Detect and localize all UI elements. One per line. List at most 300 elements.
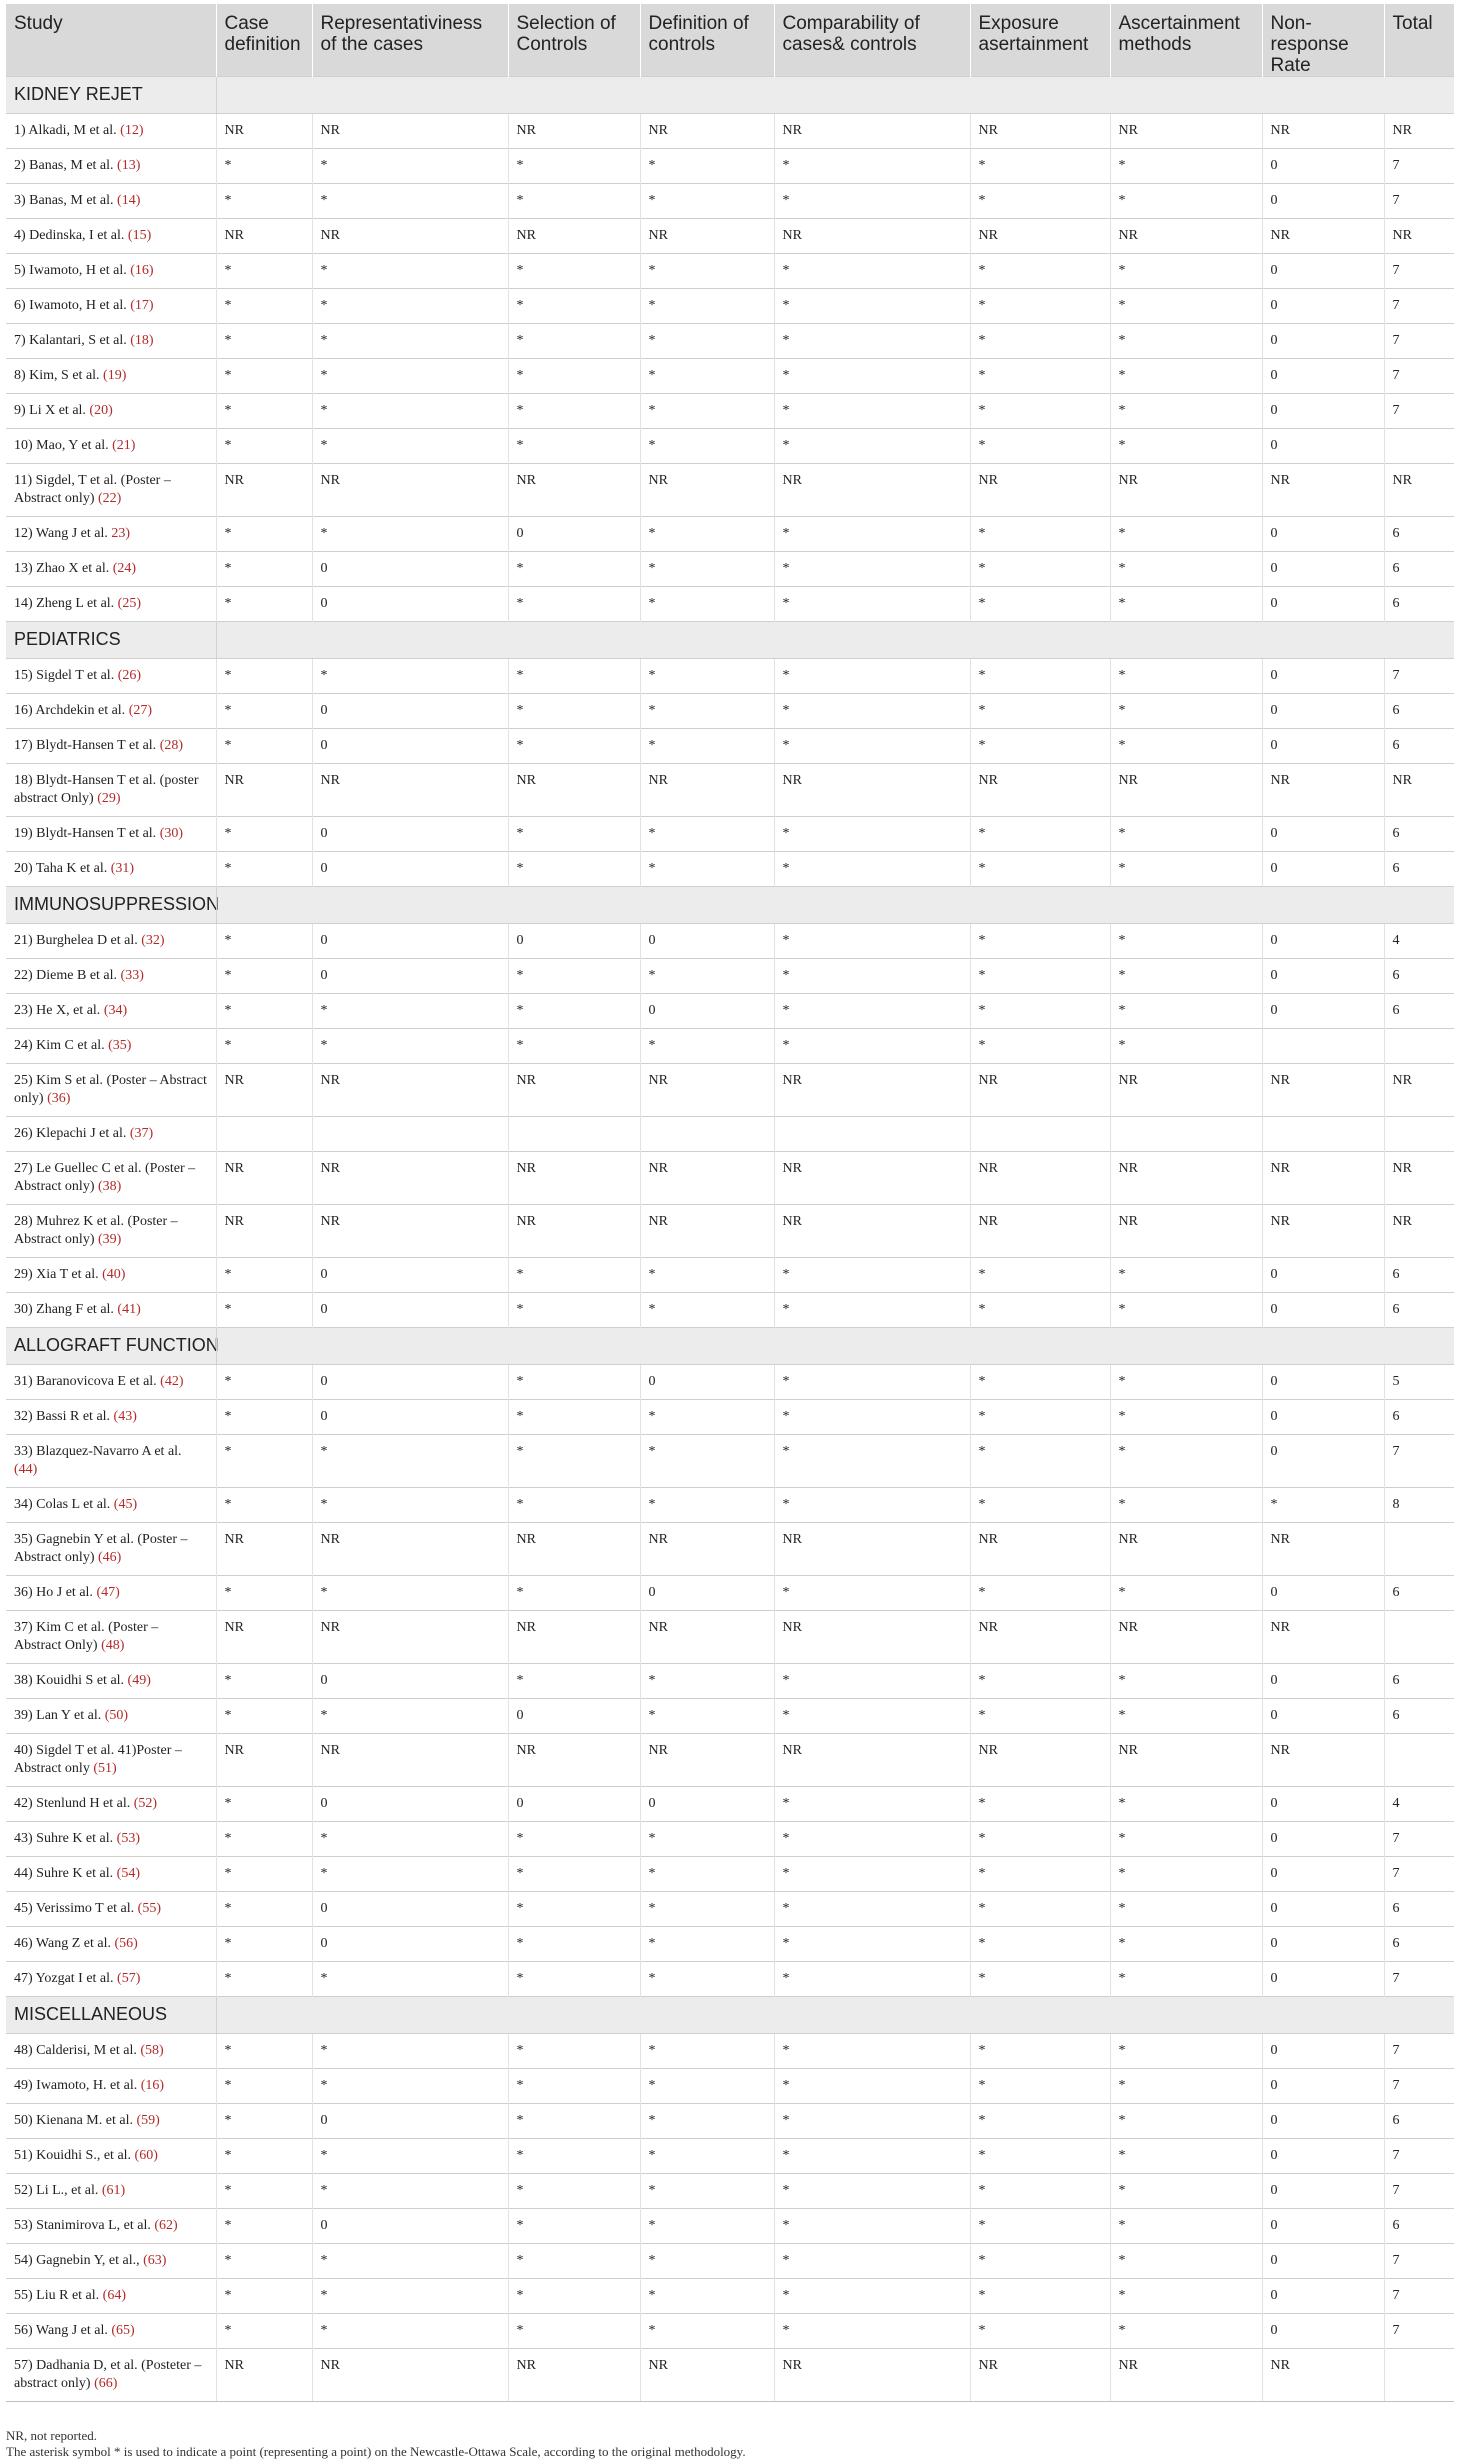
- total-cell: 6: [1384, 1258, 1454, 1293]
- non-response-rate-cell: 0: [1262, 1576, 1384, 1611]
- definition-of-controls-cell: 0: [640, 1787, 774, 1822]
- selection-of-controls-cell: *: [508, 1029, 640, 1064]
- ascertainment-methods-cell: *: [1110, 1857, 1262, 1892]
- table-row: [6, 994, 1454, 1029]
- definition-of-controls-cell: *: [640, 324, 774, 359]
- reference-link[interactable]: (16): [140, 2078, 165, 2093]
- ascertainment-methods-cell: *: [1110, 1576, 1262, 1611]
- section-divider: [216, 887, 217, 923]
- total-cell: [1384, 429, 1454, 464]
- ascertainment-methods-cell: *: [1110, 1258, 1262, 1293]
- reference-link[interactable]: (65): [111, 2323, 135, 2338]
- representativeness-cell: *: [312, 1488, 508, 1523]
- ascertainment-methods-cell: *: [1110, 924, 1262, 959]
- study-name: 33) Blazquez-Navarro A et al.: [14, 1444, 182, 1459]
- representativeness-cell: 0: [312, 1293, 508, 1328]
- table-row: [6, 394, 1454, 429]
- comparability-cell: *: [774, 149, 970, 184]
- table-footnotes: [6, 2428, 746, 2460]
- total-cell: NR: [1384, 1064, 1454, 1117]
- section-header-row: [6, 77, 1454, 114]
- study-name: 5) Iwamoto, H et al.: [14, 263, 131, 278]
- non-response-rate-cell: NR: [1262, 219, 1384, 254]
- case-definition-cell: *: [216, 1822, 312, 1857]
- representativeness-cell: *: [312, 2139, 508, 2174]
- table-row: [6, 517, 1454, 552]
- section-header-row: [6, 887, 1454, 924]
- total-cell: 6: [1384, 959, 1454, 994]
- exposure-ascertainment-cell: *: [970, 1787, 1110, 1822]
- study-name: 3) Banas, M et al.: [14, 193, 118, 208]
- comparability-cell: NR: [774, 464, 970, 517]
- representativeness-cell: *: [312, 184, 508, 219]
- study-name: 46) Wang Z et al.: [14, 1936, 115, 1951]
- ascertainment-methods-cell: *: [1110, 2139, 1262, 2174]
- reference-link[interactable]: (35): [108, 1038, 132, 1053]
- definition-of-controls-cell: *: [640, 587, 774, 622]
- reference-link[interactable]: (38): [97, 1179, 122, 1194]
- case-definition-cell: *: [216, 149, 312, 184]
- total-cell: 7: [1384, 2139, 1454, 2174]
- selection-of-controls-cell: *: [508, 2209, 640, 2244]
- reference-link[interactable]: (34): [103, 1003, 128, 1018]
- reference-link[interactable]: (25): [117, 596, 141, 611]
- definition-of-controls-cell: *: [640, 1029, 774, 1064]
- case-definition-cell: *: [216, 2174, 312, 2209]
- exposure-ascertainment-cell: *: [970, 1576, 1110, 1611]
- comparability-cell: *: [774, 924, 970, 959]
- selection-of-controls-cell: *: [508, 184, 640, 219]
- selection-of-controls-cell: *: [508, 2174, 640, 2209]
- study-name: 12) Wang J et al.: [14, 526, 112, 541]
- ascertainment-methods-cell: *: [1110, 852, 1262, 887]
- exposure-ascertainment-cell: *: [970, 852, 1110, 887]
- definition-of-controls-cell: *: [640, 694, 774, 729]
- study-cell: [6, 694, 216, 729]
- definition-of-controls-cell: *: [640, 2174, 774, 2209]
- table-row: [6, 659, 1454, 694]
- study-name: 48) Calderisi, M et al.: [14, 2043, 141, 2058]
- reference-link[interactable]: (58): [140, 2043, 164, 2058]
- total-cell: 7: [1384, 359, 1454, 394]
- study-name: 24) Kim C et al.: [14, 1038, 109, 1053]
- reference-link[interactable]: (12): [120, 123, 144, 138]
- selection-of-controls-cell: *: [508, 2314, 640, 2349]
- representativeness-cell: 0: [312, 587, 508, 622]
- non-response-rate-cell: 0: [1262, 994, 1384, 1029]
- total-cell: 4: [1384, 1787, 1454, 1822]
- definition-of-controls-cell: NR: [640, 219, 774, 254]
- case-definition-cell: *: [216, 1962, 312, 1997]
- study-name: 35) Gagnebin Y et al. (Poster – Abstract only): [14, 1532, 188, 1565]
- total-cell: NR: [1384, 464, 1454, 517]
- reference-link[interactable]: (20): [89, 403, 113, 418]
- study-name: 53) Stanimirova L, et al.: [14, 2218, 155, 2233]
- case-definition-cell: [216, 1117, 312, 1152]
- exposure-ascertainment-cell: *: [970, 659, 1110, 694]
- study-name: 19) Blydt-Hansen T et al.: [14, 826, 160, 841]
- non-response-rate-cell: 0: [1262, 959, 1384, 994]
- exposure-ascertainment-cell: NR: [970, 1734, 1110, 1787]
- reference-link[interactable]: (22): [97, 491, 122, 506]
- exposure-ascertainment-cell: *: [970, 2174, 1110, 2209]
- comparability-cell: *: [774, 1822, 970, 1857]
- representativeness-cell: 0: [312, 694, 508, 729]
- case-definition-cell: *: [216, 2104, 312, 2139]
- comparability-cell: *: [774, 1857, 970, 1892]
- exposure-ascertainment-cell: NR: [970, 1152, 1110, 1205]
- reference-link[interactable]: (27): [128, 703, 153, 718]
- exposure-ascertainment-cell: *: [970, 1892, 1110, 1927]
- ascertainment-methods-cell: *: [1110, 994, 1262, 1029]
- table-row: [6, 219, 1454, 254]
- study-cell: [6, 2314, 216, 2349]
- case-definition-cell: NR: [216, 1064, 312, 1117]
- study-name: 37) Kim C et al. (Poster – Abstract Only): [14, 1620, 159, 1653]
- case-definition-cell: *: [216, 959, 312, 994]
- non-response-rate-cell: 0: [1262, 517, 1384, 552]
- reference-link[interactable]: (59): [136, 2113, 160, 2128]
- definition-of-controls-cell: *: [640, 552, 774, 587]
- non-response-rate-cell: 0: [1262, 852, 1384, 887]
- definition-of-controls-cell: *: [640, 429, 774, 464]
- total-cell: 7: [1384, 2279, 1454, 2314]
- case-definition-cell: *: [216, 852, 312, 887]
- ascertainment-methods-cell: *: [1110, 1927, 1262, 1962]
- table-row: [6, 1523, 1454, 1576]
- selection-of-controls-cell: *: [508, 429, 640, 464]
- case-definition-cell: *: [216, 694, 312, 729]
- ascertainment-methods-cell: *: [1110, 1029, 1262, 1064]
- total-cell: 7: [1384, 1435, 1454, 1488]
- total-cell: 6: [1384, 817, 1454, 852]
- selection-of-controls-cell: NR: [508, 1523, 640, 1576]
- study-cell: [6, 2174, 216, 2209]
- non-response-rate-cell: 0: [1262, 924, 1384, 959]
- comparability-cell: *: [774, 517, 970, 552]
- definition-of-controls-cell: NR: [640, 1064, 774, 1117]
- ascertainment-methods-cell: *: [1110, 2104, 1262, 2139]
- case-definition-cell: *: [216, 1927, 312, 1962]
- case-definition-cell: *: [216, 1435, 312, 1488]
- representativeness-cell: *: [312, 1576, 508, 1611]
- reference-link[interactable]: (61): [101, 2183, 126, 2198]
- reference-link[interactable]: (53): [116, 1831, 140, 1846]
- total-cell: NR: [1384, 1152, 1454, 1205]
- definition-of-controls-cell: *: [640, 729, 774, 764]
- reference-link[interactable]: (55): [137, 1901, 161, 1916]
- total-cell: [1384, 1523, 1454, 1576]
- table-row: [6, 2104, 1454, 2139]
- section-header-row: [6, 1328, 1454, 1365]
- table-row: [6, 1152, 1454, 1205]
- reference-link[interactable]: (51): [93, 1761, 117, 1776]
- comparability-cell: *: [774, 852, 970, 887]
- case-definition-cell: NR: [216, 219, 312, 254]
- reference-link[interactable]: (50): [104, 1708, 129, 1723]
- representativeness-cell: *: [312, 2174, 508, 2209]
- reference-link[interactable]: (15): [127, 228, 152, 243]
- header-case-definition: Case definition: [216, 4, 312, 77]
- non-response-rate-cell: 0: [1262, 2139, 1384, 2174]
- comparability-cell: *: [774, 2034, 970, 2069]
- reference-link[interactable]: (49): [127, 1673, 151, 1688]
- non-response-rate-cell: 0: [1262, 2314, 1384, 2349]
- representativeness-cell: [312, 1117, 508, 1152]
- reference-link[interactable]: (16): [130, 263, 154, 278]
- comparability-cell: *: [774, 324, 970, 359]
- non-response-rate-cell: 0: [1262, 1435, 1384, 1488]
- reference-link[interactable]: (28): [159, 738, 184, 753]
- case-definition-cell: *: [216, 324, 312, 359]
- total-cell: [1384, 1117, 1454, 1152]
- reference-link[interactable]: (26): [117, 668, 142, 683]
- representativeness-cell: 0: [312, 729, 508, 764]
- exposure-ascertainment-cell: *: [970, 1258, 1110, 1293]
- comparability-cell: *: [774, 1699, 970, 1734]
- selection-of-controls-cell: *: [508, 1365, 640, 1400]
- ascertainment-methods-cell: *: [1110, 149, 1262, 184]
- ascertainment-methods-cell: *: [1110, 1787, 1262, 1822]
- definition-of-controls-cell: 0: [640, 924, 774, 959]
- table-row: [6, 729, 1454, 764]
- reference-link[interactable]: (64): [102, 2288, 126, 2303]
- selection-of-controls-cell: NR: [508, 464, 640, 517]
- definition-of-controls-cell: *: [640, 359, 774, 394]
- ascertainment-methods-cell: *: [1110, 729, 1262, 764]
- study-name: 25) Kim S et al. (Poster – Abstract only): [14, 1073, 207, 1106]
- reference-link[interactable]: (30): [159, 826, 184, 841]
- study-cell: [6, 2069, 216, 2104]
- table-row: [6, 429, 1454, 464]
- selection-of-controls-cell: *: [508, 1576, 640, 1611]
- reference-link[interactable]: (47): [96, 1585, 120, 1600]
- total-cell: 7: [1384, 324, 1454, 359]
- definition-of-controls-cell: *: [640, 1258, 774, 1293]
- exposure-ascertainment-cell: *: [970, 1400, 1110, 1435]
- section-title-text: KIDNEY REJET: [14, 84, 143, 104]
- selection-of-controls-cell: 0: [508, 1699, 640, 1734]
- reference-link[interactable]: (14): [117, 193, 141, 208]
- comparability-cell: *: [774, 1576, 970, 1611]
- total-cell: 6: [1384, 852, 1454, 887]
- comparability-cell: *: [774, 552, 970, 587]
- study-name: 38) Kouidhi S et al.: [14, 1673, 128, 1688]
- case-definition-cell: *: [216, 254, 312, 289]
- reference-link[interactable]: (43): [113, 1409, 137, 1424]
- non-response-rate-cell: 0: [1262, 1892, 1384, 1927]
- reference-link[interactable]: (37): [129, 1126, 154, 1141]
- reference-link[interactable]: (24): [112, 561, 137, 576]
- ascertainment-methods-cell: *: [1110, 2314, 1262, 2349]
- study-cell: [6, 2139, 216, 2174]
- study-cell: [6, 1205, 216, 1258]
- reference-link[interactable]: (45): [113, 1497, 138, 1512]
- study-name: 28) Muhrez K et al. (Poster – Abstract only): [14, 1214, 178, 1247]
- study-cell: [6, 1962, 216, 1997]
- reference-link[interactable]: (33): [120, 968, 144, 983]
- exposure-ascertainment-cell: *: [970, 1962, 1110, 1997]
- representativeness-cell: *: [312, 1699, 508, 1734]
- table-row: [6, 1435, 1454, 1488]
- reference-link[interactable]: (60): [134, 2148, 158, 2163]
- non-response-rate-cell: 0: [1262, 2244, 1384, 2279]
- study-name: 55) Liu R et al.: [14, 2288, 103, 2303]
- ascertainment-methods-cell: NR: [1110, 114, 1262, 149]
- footnote-asterisk: The asterisk symbol * is used to indicate a point (representing a point) on the Newcastle-Ottawa Scale, according to the original methodology.: [6, 2444, 746, 2459]
- reference-link[interactable]: (52): [133, 1796, 158, 1811]
- selection-of-controls-cell: 0: [508, 924, 640, 959]
- reference-link[interactable]: (31): [110, 861, 135, 876]
- reference-link[interactable]: (42): [160, 1374, 184, 1389]
- study-name: 56) Wang J et al.: [14, 2323, 112, 2338]
- exposure-ascertainment-cell: *: [970, 587, 1110, 622]
- case-definition-cell: *: [216, 1892, 312, 1927]
- ascertainment-methods-cell: *: [1110, 1822, 1262, 1857]
- ascertainment-methods-cell: *: [1110, 2244, 1262, 2279]
- reference-link[interactable]: (41): [117, 1302, 141, 1317]
- table-row: [6, 552, 1454, 587]
- reference-link[interactable]: (63): [143, 2253, 167, 2268]
- reference-link[interactable]: (40): [102, 1267, 126, 1282]
- case-definition-cell: *: [216, 1365, 312, 1400]
- reference-link[interactable]: (18): [130, 333, 154, 348]
- study-cell: [6, 1611, 216, 1664]
- representativeness-cell: 0: [312, 924, 508, 959]
- ascertainment-methods-cell: NR: [1110, 1205, 1262, 1258]
- total-cell: 6: [1384, 694, 1454, 729]
- ascertainment-methods-cell: *: [1110, 659, 1262, 694]
- ascertainment-methods-cell: *: [1110, 1962, 1262, 1997]
- reference-link[interactable]: (56): [114, 1936, 138, 1951]
- comparability-cell: NR: [774, 1152, 970, 1205]
- table-row: [6, 2349, 1454, 2402]
- selection-of-controls-cell: *: [508, 1400, 640, 1435]
- reference-link[interactable]: (36): [47, 1091, 71, 1106]
- representativeness-cell: *: [312, 254, 508, 289]
- non-response-rate-cell: NR: [1262, 764, 1384, 817]
- reference-link[interactable]: (29): [97, 791, 121, 806]
- reference-link[interactable]: (21): [112, 438, 136, 453]
- definition-of-controls-cell: *: [640, 1488, 774, 1523]
- selection-of-controls-cell: NR: [508, 114, 640, 149]
- study-cell: [6, 1822, 216, 1857]
- selection-of-controls-cell: *: [508, 324, 640, 359]
- comparability-cell: *: [774, 817, 970, 852]
- representativeness-cell: 0: [312, 2209, 508, 2244]
- reference-link[interactable]: (62): [154, 2218, 178, 2233]
- study-cell: [6, 1435, 216, 1488]
- representativeness-cell: *: [312, 2244, 508, 2279]
- comparability-cell: *: [774, 254, 970, 289]
- reference-link[interactable]: (57): [117, 1971, 141, 1986]
- representativeness-cell: 0: [312, 959, 508, 994]
- reference-link[interactable]: (39): [97, 1232, 122, 1247]
- total-cell: 6: [1384, 552, 1454, 587]
- definition-of-controls-cell: *: [640, 184, 774, 219]
- case-definition-cell: *: [216, 2279, 312, 2314]
- reference-link[interactable]: (66): [94, 2376, 118, 2391]
- non-response-rate-cell: 0: [1262, 1400, 1384, 1435]
- table-row: [6, 1029, 1454, 1064]
- reference-link[interactable]: (46): [97, 1550, 122, 1565]
- total-cell: 6: [1384, 1892, 1454, 1927]
- selection-of-controls-cell: *: [508, 2139, 640, 2174]
- definition-of-controls-cell: *: [640, 1962, 774, 1997]
- selection-of-controls-cell: *: [508, 817, 640, 852]
- table-row: [6, 464, 1454, 517]
- total-cell: 6: [1384, 2209, 1454, 2244]
- reference-link[interactable]: (44): [14, 1462, 38, 1477]
- ascertainment-methods-cell: *: [1110, 429, 1262, 464]
- ascertainment-methods-cell: *: [1110, 587, 1262, 622]
- representativeness-cell: 0: [312, 1927, 508, 1962]
- case-definition-cell: *: [216, 1488, 312, 1523]
- non-response-rate-cell: 0: [1262, 817, 1384, 852]
- study-cell: [6, 924, 216, 959]
- ascertainment-methods-cell: *: [1110, 1488, 1262, 1523]
- reference-link[interactable]: (32): [141, 933, 165, 948]
- header-ascertainment-methods: Ascertainment methods: [1110, 4, 1262, 77]
- comparability-cell: *: [774, 1488, 970, 1523]
- exposure-ascertainment-cell: *: [970, 1927, 1110, 1962]
- representativeness-cell: *: [312, 994, 508, 1029]
- non-response-rate-cell: 0: [1262, 1857, 1384, 1892]
- reference-link[interactable]: (19): [103, 368, 127, 383]
- comparability-cell: *: [774, 587, 970, 622]
- exposure-ascertainment-cell: NR: [970, 219, 1110, 254]
- table-row: [6, 2139, 1454, 2174]
- study-name: 14) Zheng L et al.: [14, 596, 118, 611]
- table-row: [6, 2244, 1454, 2279]
- non-response-rate-cell: 0: [1262, 289, 1384, 324]
- definition-of-controls-cell: *: [640, 289, 774, 324]
- reference-link[interactable]: (17): [130, 298, 154, 313]
- reference-link[interactable]: (54): [116, 1866, 140, 1881]
- reference-link[interactable]: 23): [111, 526, 131, 541]
- reference-link[interactable]: (48): [101, 1638, 125, 1653]
- study-cell: [6, 959, 216, 994]
- definition-of-controls-cell: *: [640, 2209, 774, 2244]
- table-row: [6, 1734, 1454, 1787]
- case-definition-cell: *: [216, 994, 312, 1029]
- non-response-rate-cell: 0: [1262, 1962, 1384, 1997]
- case-definition-cell: NR: [216, 764, 312, 817]
- study-name: 49) Iwamoto, H. et al.: [14, 2078, 141, 2093]
- comparability-cell: *: [774, 1892, 970, 1927]
- reference-link[interactable]: (13): [117, 158, 141, 173]
- study-cell: [6, 517, 216, 552]
- case-definition-cell: *: [216, 817, 312, 852]
- exposure-ascertainment-cell: *: [970, 1664, 1110, 1699]
- study-name: 27) Le Guellec C et al. (Poster – Abstract only): [14, 1161, 196, 1194]
- study-name: 42) Stenlund H et al.: [14, 1796, 134, 1811]
- study-name: 44) Suhre K et al.: [14, 1866, 117, 1881]
- total-cell: 7: [1384, 2069, 1454, 2104]
- exposure-ascertainment-cell: *: [970, 184, 1110, 219]
- definition-of-controls-cell: *: [640, 517, 774, 552]
- header-row: [6, 4, 1454, 77]
- case-definition-cell: NR: [216, 1523, 312, 1576]
- header-exposure-ascertainment: Exposure asertainment: [970, 4, 1110, 77]
- comparability-cell: NR: [774, 2349, 970, 2402]
- header-study: Study: [6, 4, 216, 77]
- ascertainment-methods-cell: *: [1110, 2279, 1262, 2314]
- definition-of-controls-cell: *: [640, 394, 774, 429]
- definition-of-controls-cell: *: [640, 1822, 774, 1857]
- selection-of-controls-cell: *: [508, 1258, 640, 1293]
- selection-of-controls-cell: *: [508, 289, 640, 324]
